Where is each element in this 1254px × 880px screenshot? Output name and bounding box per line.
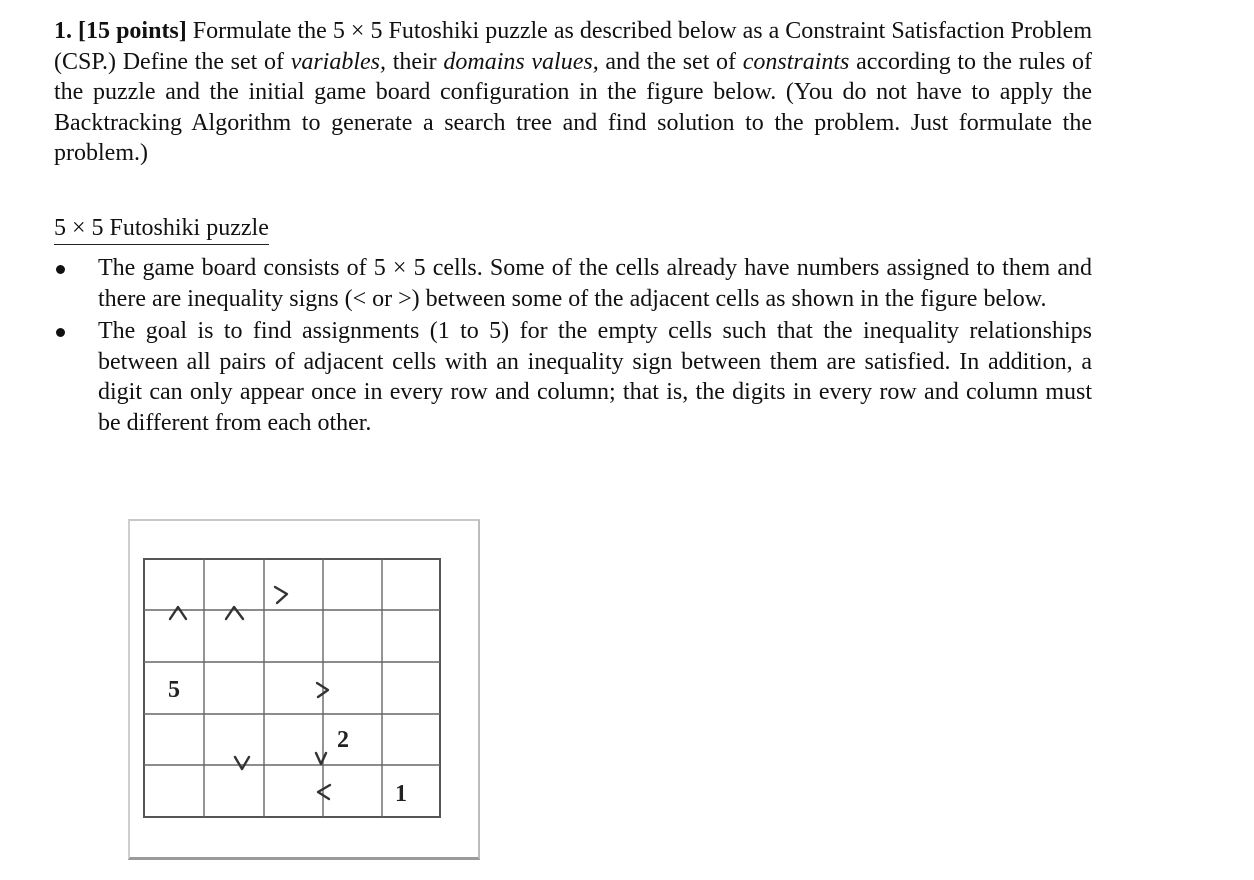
- question-points: [15 points]: [78, 18, 187, 44]
- problem-text-3: and the set of: [598, 48, 743, 75]
- term-variables: variables,: [290, 48, 387, 75]
- question-number: 1.: [54, 18, 72, 44]
- given-number: 2: [337, 727, 349, 753]
- futoshiki-board: [128, 519, 478, 859]
- problem-text-4: according to the rules of the puzzle and the initial game board configuration in the figure below. (You do not have to apply the Backtracking Algorithm to generate a search tree and find solution to the problem. Just formulate the problem.): [54, 48, 1093, 166]
- bullet-text: The game board consists of 5 × 5 cells. Some of the cells already have numbers assigned to them and there are inequality signs (< or >) between some of the adjacent cells as shown in the figure below.: [98, 255, 1092, 312]
- problem-text-1: Formulate the 5 × 5 Futoshiki puzzle as described below as a Constraint Satisfaction Problem (CSP.) Define the set of: [54, 18, 1093, 75]
- term-constraints: constraints: [742, 48, 850, 75]
- bullet-icon: [56, 328, 65, 337]
- greater-than-down-icon: [235, 757, 249, 769]
- less-than-icon: [318, 785, 330, 799]
- problem-statement: [54, 16, 1092, 169]
- given-number: 1: [395, 781, 407, 807]
- list-item: [54, 316, 1092, 438]
- bullet-text: The goal is to find assignments (1 to 5) for the empty cells such that the inequality relationships between all pairs of adjacent cells with an inequality sign between them are satisfied. In addition, a digit can only appear once in every row and column; that is, the digits in every row and column must be different from each other.: [98, 318, 1092, 436]
- given-number: 5: [168, 677, 180, 703]
- greater-than-icon: [275, 587, 287, 603]
- less-than-up-icon: [226, 607, 243, 619]
- bullet-icon: [56, 265, 65, 274]
- term-domains: domains values,: [443, 48, 599, 75]
- section-title: 5 × 5 Futoshiki puzzle: [54, 213, 269, 245]
- grid-lines: [144, 559, 440, 817]
- less-than-up-icon: [170, 607, 186, 619]
- list-item: [54, 253, 1092, 314]
- greater-than-down-icon: [316, 753, 326, 764]
- rules-list: [54, 253, 1092, 440]
- board-border: [144, 559, 440, 817]
- problem-text-2: their: [386, 48, 444, 75]
